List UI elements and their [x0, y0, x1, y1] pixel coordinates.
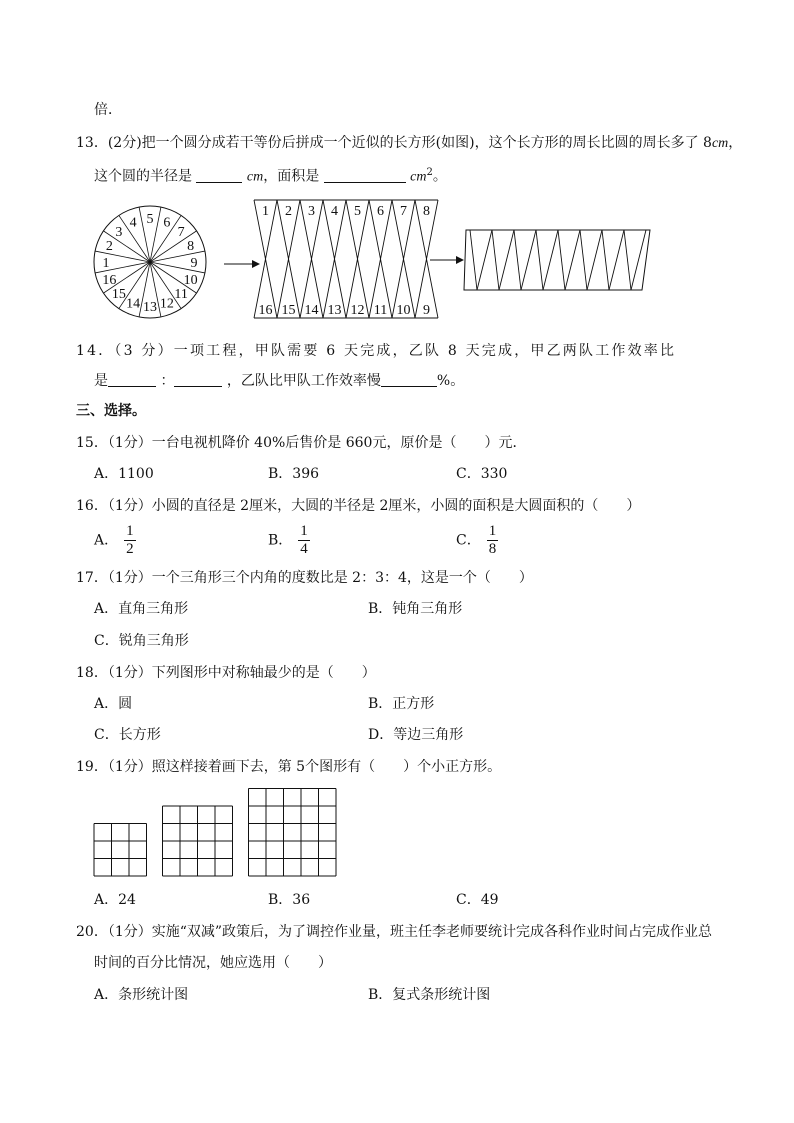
grid-figure — [94, 824, 147, 877]
answer-blank-area[interactable] — [324, 168, 406, 183]
question-20-stem-line1: 20．（1分）实施“双减”政策后，为了调控作业量，班主任李老师要统计完成各科作业时间占完成作业总 — [76, 924, 713, 940]
question-14-line2 — [94, 371, 464, 391]
option-a[interactable]: A．直角三角形 — [94, 601, 189, 617]
numerator: 1 — [488, 523, 497, 539]
question-score: (2分) — [107, 135, 142, 151]
numbered-strips — [254, 200, 438, 318]
approximate-rectangle — [464, 230, 650, 290]
strip-label: 13 — [327, 303, 342, 318]
question-19-stem: 19．（1分）照这样接着画下去，第 5个图形有（ ）个小正方形。 — [76, 759, 502, 775]
previous-question-tail: 倍． — [94, 102, 122, 118]
square-grids-figure — [90, 786, 350, 880]
strip-label: 2 — [285, 204, 292, 219]
sector-label: 15 — [111, 287, 126, 303]
option-label: C． — [456, 532, 481, 549]
question-text: 是 — [94, 373, 108, 389]
strip-label: 14 — [304, 303, 319, 318]
question-16-stem: 16．（1分）小圆的直径是 2厘米，大圆的半径是 2厘米，小圆的面积是大圆面积的（ ） — [76, 498, 641, 514]
colon: ： — [160, 373, 175, 389]
grid-pattern — [94, 789, 336, 877]
answer-blank-percent[interactable] — [381, 372, 437, 387]
option-c[interactable] — [456, 524, 498, 557]
divided-circle — [94, 206, 206, 318]
option-a[interactable]: A．圆 — [94, 696, 133, 712]
option-b[interactable]: B．正方形 — [368, 696, 435, 712]
sector-label: 8 — [187, 239, 195, 255]
sector-label: 1 — [102, 256, 110, 271]
sector-label: 12 — [159, 296, 174, 312]
sector-label: 5 — [146, 212, 154, 227]
question-17-stem: 17．（1分）一个三角形三个内角的度数比是 2：3：4，这是一个（ ） — [76, 570, 533, 586]
sector-label: 3 — [115, 224, 123, 240]
strip-label: 12 — [350, 303, 365, 318]
unit-cm: cm — [246, 169, 264, 185]
question-text: 一项工程，甲队需要 6 天完成，乙队 8 天完成，甲乙两队工作效率比 — [173, 343, 677, 359]
question-number: 13． — [76, 135, 108, 151]
numerator: 1 — [300, 523, 308, 539]
fraction — [124, 524, 136, 557]
strip-label: 11 — [373, 303, 388, 318]
superscript-2: 2 — [426, 167, 433, 178]
question-13-line2 — [94, 163, 447, 188]
option-b[interactable]: B．396 — [268, 466, 320, 482]
strip-label: 5 — [354, 204, 361, 219]
sector-label: 4 — [129, 215, 137, 231]
option-a[interactable] — [94, 524, 136, 557]
answer-blank-ratio-b[interactable] — [174, 372, 222, 387]
numerator: 1 — [126, 523, 134, 539]
sector-label: 14 — [126, 296, 141, 312]
strip-label: 9 — [423, 303, 430, 318]
circle-to-rectangle-figure — [90, 196, 720, 322]
question-text: ，面积是 — [263, 168, 320, 185]
question-15-stem: 15．（1分）一台电视机降价 40%后售价是 660元，原价是（ ）元． — [76, 435, 527, 451]
option-c[interactable]: C．长方形 — [94, 727, 161, 743]
sector-label: 6 — [163, 215, 171, 231]
strip-label: 3 — [308, 204, 315, 219]
question-13-line1 — [76, 133, 742, 154]
option-b[interactable]: B．钝角三角形 — [368, 601, 463, 617]
denominator: 4 — [300, 541, 308, 557]
sector-label: 9 — [190, 256, 198, 271]
sector-label: 16 — [102, 272, 117, 288]
option-c[interactable]: C．330 — [456, 466, 508, 482]
question-text: 把一个圆分成若干等份后拼成一个近似的长方形(如图)，这个长方形的周长比圆的周长多了 8 — [141, 135, 712, 151]
denominator: 2 — [126, 541, 134, 557]
option-b[interactable]: B．复式条形统计图 — [368, 987, 491, 1003]
sector-label: 11 — [174, 287, 188, 303]
strip-label: 7 — [400, 204, 407, 219]
strip-label: 4 — [331, 204, 338, 219]
question-20-stem-line2: 时间的百分比情况，她应选用（ ） — [94, 955, 332, 971]
question-18-stem: 18．（1分）下列图形中对称轴最少的是（ ） — [76, 665, 376, 681]
unit-cm2: cm — [410, 169, 427, 185]
option-label: A． — [94, 532, 119, 549]
option-c[interactable]: C．49 — [456, 892, 499, 908]
question-text: ，乙队比甲队工作效率慢 — [226, 373, 381, 389]
answer-blank-ratio-a[interactable] — [108, 372, 156, 387]
strip-label: 10 — [396, 303, 411, 318]
grid-figure — [163, 806, 233, 876]
sector-label: 13 — [143, 300, 157, 315]
answer-blank-radius[interactable] — [196, 168, 242, 183]
option-d[interactable]: D．等边三角形 — [368, 727, 464, 743]
unit-cm: cm — [711, 136, 729, 151]
comma: ， — [728, 135, 743, 151]
question-text: 这个圆的半径是 — [94, 168, 192, 185]
option-b[interactable]: B．36 — [268, 892, 311, 908]
option-c[interactable]: C．锐角三角形 — [94, 633, 189, 649]
fraction — [298, 524, 310, 557]
option-label: B． — [268, 532, 293, 549]
question-score: （3 分） — [114, 343, 174, 359]
question-14-line1 — [76, 341, 676, 361]
arrow-right-icon — [224, 260, 260, 268]
arrow-right-icon — [430, 256, 464, 264]
sector-label: 2 — [105, 239, 113, 255]
question-number: 14． — [76, 343, 115, 359]
strip-label: 6 — [377, 204, 384, 219]
percent-sign: %。 — [436, 373, 465, 389]
sector-label: 7 — [177, 224, 185, 240]
option-b[interactable] — [268, 524, 310, 557]
fraction — [487, 524, 499, 557]
strip-label: 15 — [281, 303, 296, 318]
denominator: 8 — [488, 541, 497, 557]
strip-label: 16 — [258, 303, 273, 318]
option-a[interactable]: A．条形统计图 — [94, 987, 189, 1003]
grid-figure — [249, 789, 337, 877]
period: 。 — [432, 168, 447, 185]
strip-label: 8 — [423, 204, 430, 219]
option-a[interactable]: A．1100 — [94, 466, 154, 482]
section-heading: 三、选择。 — [76, 403, 146, 419]
strip-label: 1 — [262, 204, 269, 219]
option-a[interactable]: A．24 — [94, 892, 136, 908]
sector-label: 10 — [183, 272, 198, 288]
